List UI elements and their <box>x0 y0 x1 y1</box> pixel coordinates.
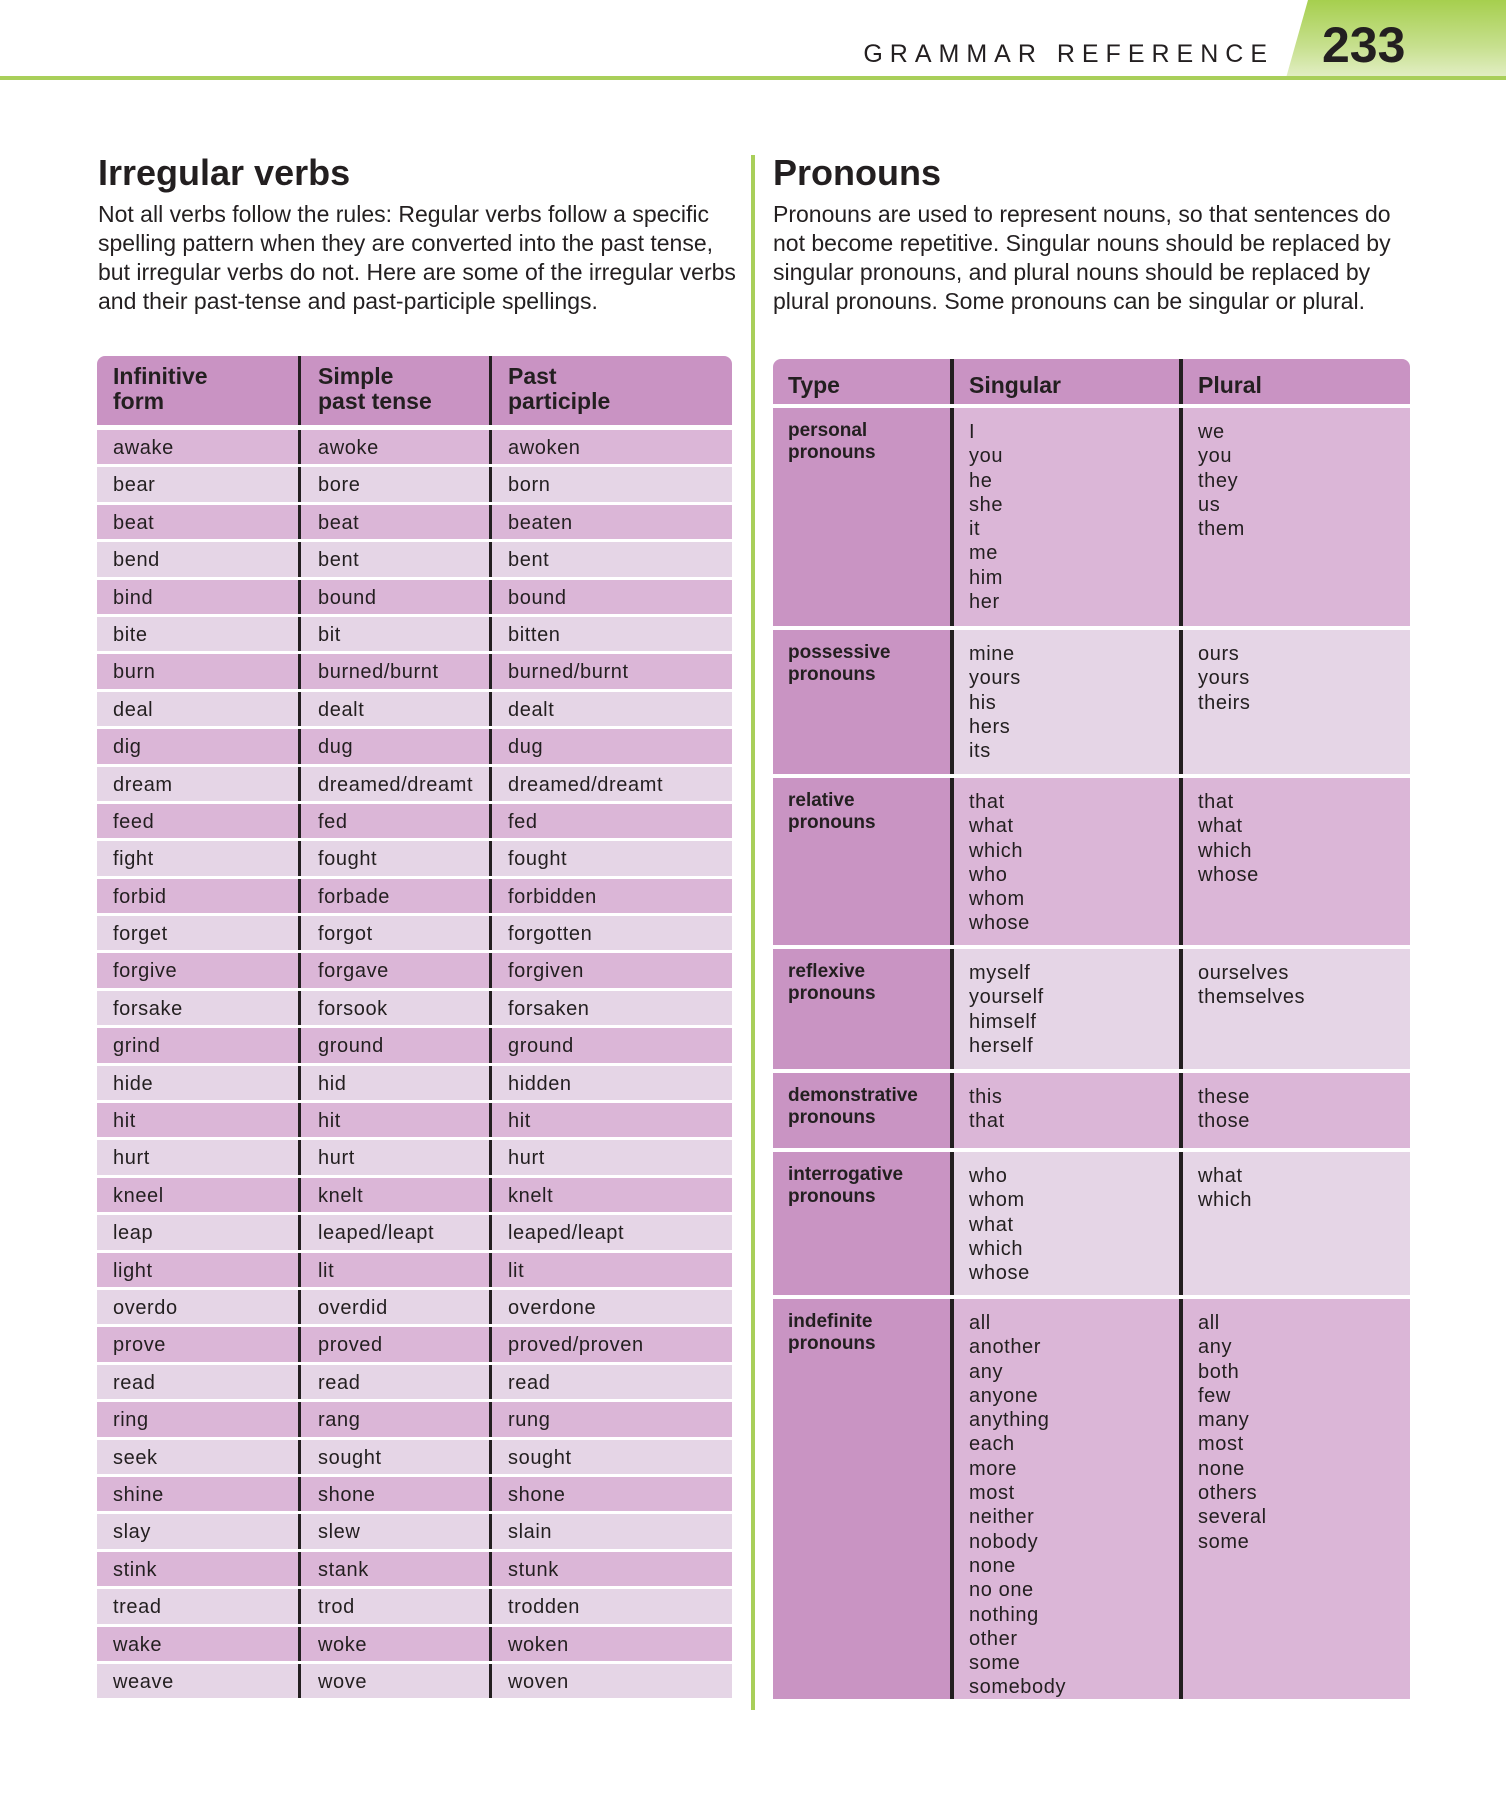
infinitive-cell: beat <box>97 505 301 539</box>
pronoun-text: most <box>969 1482 1015 1505</box>
past-participle-cell: forsaken <box>508 997 590 1020</box>
pronoun-text: others <box>1198 1482 1258 1505</box>
infinitive-cell: weave <box>97 1664 301 1698</box>
pronoun-text: all <box>969 1312 991 1334</box>
past-participle-cell: bent <box>508 549 550 572</box>
past-participle-cell: hurt <box>508 1147 545 1170</box>
singular-cell <box>954 778 1183 945</box>
infinitive-cell: hit <box>97 1103 301 1137</box>
pronoun-text: ourselves <box>1198 962 1289 984</box>
pronoun-text: some <box>969 1652 1021 1675</box>
pronouns-intro: Pronouns are used to represent nouns, so that sentences do not become repetitive. Singular nouns should be replaced by singular pronouns, and plural nouns should be replaced by plural pronouns. Some pronouns can be singular or plural. <box>773 201 1391 314</box>
pronoun-text: relative <box>788 790 855 811</box>
infinitive-cell: bite <box>97 617 301 651</box>
past-participle-cell: awoken <box>508 437 581 459</box>
infinitive-cell: hurt <box>97 1140 301 1174</box>
pronoun-text: them <box>1198 518 1245 541</box>
irregular-verbs-title: Irregular verbs <box>98 152 351 193</box>
infinitive-cell: overdo <box>97 1290 301 1324</box>
pronoun-text: which <box>1198 1189 1253 1212</box>
header-past-participle: Past participle <box>508 363 611 414</box>
infinitive-cell: forgive <box>97 953 301 987</box>
past-participle-cell: shone <box>508 1483 566 1506</box>
pronoun-text: nobody <box>969 1530 1039 1553</box>
type-cell <box>773 1152 954 1295</box>
pronoun-text: that <box>969 791 1005 813</box>
infinitive-cell: leap <box>97 1215 301 1249</box>
irregular-verbs-intro: Not all verbs follow the rules: Regular verbs follow a specific spelling pattern when they are converted into the past tense, but irregular verbs do not. Here are some of the irregular verbs and their past-tense and past-participle spellings. <box>98 201 736 314</box>
pronoun-text: that <box>1198 791 1234 813</box>
infinitive-cell: fight <box>97 841 301 875</box>
table-row <box>97 1178 732 1212</box>
infinitive-cell: prove <box>97 1327 301 1361</box>
infinitive-cell: hide <box>97 1066 301 1100</box>
simple-past-cell: woke <box>301 1627 492 1661</box>
past-participle-cell: knelt <box>508 1184 554 1207</box>
simple-past-cell: knelt <box>301 1178 492 1212</box>
pronoun-text: pronouns <box>788 812 876 833</box>
simple-past-cell: bound <box>301 580 492 614</box>
past-participle-cell: bound <box>508 586 567 609</box>
pronoun-text: somebody <box>969 1676 1067 1699</box>
pronoun-text: some <box>1198 1530 1250 1553</box>
table-row <box>97 1514 732 1548</box>
table-row <box>97 804 732 838</box>
pronoun-text: they <box>1198 469 1239 492</box>
pronoun-text: hers <box>969 715 1011 738</box>
column-divider <box>751 155 755 1710</box>
simple-past-cell: rang <box>301 1402 492 1436</box>
infinitive-cell: deal <box>97 692 301 726</box>
simple-past-cell: sought <box>301 1440 492 1474</box>
table-row <box>97 430 732 464</box>
pronoun-section <box>773 630 1410 774</box>
infinitive-cell: kneel <box>97 1178 301 1212</box>
type-cell <box>773 408 954 626</box>
simple-past-cell: burned/burnt <box>301 654 492 688</box>
infinitive-cell: light <box>97 1253 301 1287</box>
simple-past-cell: awoke <box>301 430 492 464</box>
plural-cell <box>1183 949 1410 1069</box>
plural-cell <box>1183 1152 1410 1295</box>
pronoun-text: which <box>1198 839 1253 862</box>
pronoun-text: all <box>1198 1312 1220 1334</box>
header-infinitive: Infinitive form <box>97 356 301 425</box>
pronoun-text: themselves <box>1198 986 1306 1009</box>
past-participle-cell: slain <box>508 1521 553 1544</box>
pronoun-text: theirs <box>1198 691 1251 714</box>
table-row <box>97 767 732 801</box>
pronouns-table <box>773 359 1410 1699</box>
pronoun-text: demonstrative <box>788 1085 918 1106</box>
infinitive-cell: seek <box>97 1440 301 1474</box>
table-row <box>97 1402 732 1436</box>
pronoun-text: whom <box>969 888 1025 911</box>
infinitive-cell: awake <box>97 430 301 464</box>
pronoun-text: pronouns <box>788 1333 876 1354</box>
pronoun-text: pronouns <box>788 442 876 463</box>
table-row <box>97 505 732 539</box>
pronoun-text: these <box>1198 1086 1250 1108</box>
pronoun-text: her <box>969 591 1000 614</box>
singular-cell <box>954 1299 1183 1699</box>
past-participle-cell: ground <box>508 1035 574 1058</box>
table-row <box>97 1028 732 1062</box>
infinitive-cell: dream <box>97 767 301 801</box>
pronoun-section <box>773 778 1410 945</box>
pronoun-text: he <box>969 469 993 492</box>
pronoun-text: we <box>1198 421 1225 443</box>
pronoun-text: neither <box>969 1506 1035 1529</box>
table-row <box>97 1103 732 1137</box>
pronoun-text: which <box>969 839 1024 862</box>
singular-cell <box>954 408 1183 626</box>
table-row <box>97 1066 732 1100</box>
infinitive-cell: forbid <box>97 879 301 913</box>
header-rule <box>0 76 1506 80</box>
pronoun-text: pronouns <box>788 664 876 685</box>
table-row <box>97 1253 732 1287</box>
pronoun-text: she <box>969 493 1004 516</box>
pronoun-text: who <box>969 1165 1008 1187</box>
pronoun-text: whose <box>1198 863 1259 886</box>
simple-past-cell: slew <box>301 1514 492 1548</box>
pronoun-text: you <box>969 445 1004 468</box>
infinitive-cell: feed <box>97 804 301 838</box>
pronoun-text: indefinite <box>788 1311 873 1332</box>
pronoun-text: many <box>1198 1409 1250 1432</box>
type-cell <box>773 1299 954 1699</box>
pronoun-text: no one <box>969 1579 1034 1602</box>
header-type: Type <box>773 359 954 404</box>
simple-past-cell: forgave <box>301 953 492 987</box>
simple-past-cell: proved <box>301 1327 492 1361</box>
table-row <box>97 729 732 763</box>
table-row <box>97 1552 732 1586</box>
past-participle-cell: read <box>508 1371 551 1394</box>
simple-past-cell: bore <box>301 467 492 501</box>
pronoun-text: what <box>969 1213 1014 1236</box>
simple-past-cell: dealt <box>301 692 492 726</box>
pronoun-text: you <box>1198 445 1233 468</box>
pronoun-text: possessive <box>788 642 891 663</box>
past-participle-cell: lit <box>508 1259 525 1282</box>
table-row <box>97 1327 732 1361</box>
infinitive-cell: bend <box>97 542 301 576</box>
pronoun-text: whose <box>969 1262 1030 1285</box>
type-cell <box>773 778 954 945</box>
infinitive-cell: stink <box>97 1552 301 1586</box>
singular-cell <box>954 949 1183 1069</box>
table-row <box>97 953 732 987</box>
pronoun-section <box>773 949 1410 1069</box>
infinitive-cell: forget <box>97 916 301 950</box>
table-header <box>773 359 1410 404</box>
past-participle-cell: burned/burnt <box>508 661 629 684</box>
singular-cell <box>954 1073 1183 1148</box>
pronoun-text: few <box>1198 1384 1231 1407</box>
pronoun-text: mine <box>969 643 1015 665</box>
simple-past-cell: overdid <box>301 1290 492 1324</box>
past-participle-cell: sought <box>508 1446 572 1469</box>
table-row <box>97 617 732 651</box>
simple-past-cell: lit <box>301 1253 492 1287</box>
simple-past-cell: fought <box>301 841 492 875</box>
pronoun-text: what <box>1198 815 1243 838</box>
simple-past-cell: forsook <box>301 991 492 1025</box>
simple-past-cell: read <box>301 1365 492 1399</box>
past-participle-cell: forgiven <box>508 960 584 983</box>
pronoun-text: himself <box>969 1010 1037 1033</box>
pronoun-text: most <box>1198 1433 1244 1456</box>
table-row <box>97 1627 732 1661</box>
pronoun-text: yours <box>969 667 1021 690</box>
table-row <box>97 1140 732 1174</box>
simple-past-cell: dug <box>301 729 492 763</box>
simple-past-cell: bit <box>301 617 492 651</box>
table-row <box>97 1215 732 1249</box>
pronoun-text: personal <box>788 420 868 441</box>
pronoun-text: any <box>1198 1336 1233 1359</box>
pronoun-text: yours <box>1198 667 1250 690</box>
simple-past-cell: bent <box>301 542 492 576</box>
table-row <box>97 1664 732 1698</box>
table-row <box>97 654 732 688</box>
pronoun-text: both <box>1198 1360 1240 1383</box>
pronoun-text: yourself <box>969 986 1044 1009</box>
infinitive-cell: forsake <box>97 991 301 1025</box>
pronoun-text: reflexive <box>788 961 866 982</box>
past-participle-cell: woken <box>508 1633 569 1656</box>
simple-past-cell: dreamed/dreamt <box>301 767 492 801</box>
table-row <box>97 580 732 614</box>
past-participle-cell: overdone <box>508 1296 597 1319</box>
pronoun-text: pronouns <box>788 1186 876 1207</box>
past-participle-cell: stunk <box>508 1558 559 1581</box>
infinitive-cell: wake <box>97 1627 301 1661</box>
table-row <box>97 991 732 1025</box>
type-cell <box>773 1073 954 1148</box>
plural-cell <box>1183 1073 1410 1148</box>
pronoun-text: I <box>969 421 976 443</box>
past-participle-cell: hidden <box>508 1072 572 1095</box>
table-row <box>97 1477 732 1511</box>
past-participle-cell: fed <box>508 810 538 833</box>
table-row <box>97 467 732 501</box>
past-participle-cell: bitten <box>508 623 561 646</box>
plural-cell <box>1183 630 1410 774</box>
pronoun-text: that <box>969 1110 1005 1133</box>
pronouns-title: Pronouns <box>773 152 941 193</box>
infinitive-cell: grind <box>97 1028 301 1062</box>
pronoun-text: interrogative <box>788 1164 904 1185</box>
past-participle-cell: dug <box>508 736 544 759</box>
pronoun-text: another <box>969 1336 1042 1359</box>
table-row <box>97 841 732 875</box>
plural-cell <box>1183 778 1410 945</box>
pronoun-section <box>773 408 1410 626</box>
simple-past-cell: fed <box>301 804 492 838</box>
past-participle-cell: forgotten <box>508 923 593 946</box>
pronoun-text: none <box>1198 1457 1245 1480</box>
past-participle-cell: rung <box>508 1409 551 1432</box>
type-cell <box>773 630 954 774</box>
past-participle-cell: proved/proven <box>508 1334 644 1357</box>
pronoun-text: none <box>969 1554 1016 1577</box>
table-header <box>97 356 732 425</box>
past-participle-cell: born <box>508 474 551 497</box>
pronoun-text: this <box>969 1086 1003 1108</box>
simple-past-cell: leaped/leapt <box>301 1215 492 1249</box>
table-row <box>97 692 732 726</box>
pronoun-text: anything <box>969 1409 1050 1432</box>
singular-cell <box>954 630 1183 774</box>
infinitive-cell: tread <box>97 1589 301 1623</box>
pronoun-text: it <box>969 518 981 541</box>
pronoun-text: what <box>1198 1165 1243 1187</box>
pronoun-section <box>773 1299 1410 1699</box>
pronoun-text: pronouns <box>788 1107 876 1128</box>
pronoun-text: several <box>1198 1506 1267 1529</box>
pronoun-text: anyone <box>969 1384 1039 1407</box>
past-participle-cell: hit <box>508 1110 531 1133</box>
pronoun-text: other <box>969 1627 1018 1650</box>
infinitive-cell: burn <box>97 654 301 688</box>
past-participle-cell: leaped/leapt <box>508 1222 625 1245</box>
infinitive-cell: bear <box>97 467 301 501</box>
pronoun-text: its <box>969 740 991 763</box>
pronoun-text: each <box>969 1433 1015 1456</box>
infinitive-cell: read <box>97 1365 301 1399</box>
pronoun-text: pronouns <box>788 983 876 1004</box>
table-row <box>97 1365 732 1399</box>
infinitive-cell: bind <box>97 580 301 614</box>
table-row <box>97 1290 732 1324</box>
past-participle-cell: trodden <box>508 1596 581 1619</box>
infinitive-cell: slay <box>97 1514 301 1548</box>
singular-cell <box>954 1152 1183 1295</box>
header-simple-past: Simple past tense <box>301 356 492 425</box>
past-participle-cell: forbidden <box>508 885 597 908</box>
simple-past-cell: hurt <box>301 1140 492 1174</box>
infinitive-cell: shine <box>97 1477 301 1511</box>
past-participle-cell: dreamed/dreamt <box>508 773 664 796</box>
pronoun-text: us <box>1198 493 1221 516</box>
pronoun-text: him <box>969 566 1004 589</box>
pronoun-text: those <box>1198 1110 1250 1133</box>
table-row <box>97 1589 732 1623</box>
pronoun-text: which <box>969 1237 1024 1260</box>
past-participle-cell: fought <box>508 848 568 871</box>
pronoun-text: me <box>969 542 998 565</box>
simple-past-cell: forgot <box>301 916 492 950</box>
simple-past-cell: wove <box>301 1664 492 1698</box>
section-label: GRAMMAR REFERENCE <box>863 40 1274 68</box>
pronoun-text: ours <box>1198 643 1240 665</box>
pronoun-text: nothing <box>969 1603 1039 1626</box>
pronoun-text: herself <box>969 1034 1034 1057</box>
table-row <box>97 542 732 576</box>
pronoun-section <box>773 1152 1410 1295</box>
pronoun-text: myself <box>969 962 1031 984</box>
infinitive-cell: dig <box>97 729 301 763</box>
irregular-verbs-table <box>97 356 732 1701</box>
simple-past-cell: hit <box>301 1103 492 1137</box>
infinitive-cell: ring <box>97 1402 301 1436</box>
pronoun-text: any <box>969 1360 1004 1383</box>
simple-past-cell: stank <box>301 1552 492 1586</box>
pronoun-section <box>773 1073 1410 1148</box>
pronoun-text: what <box>969 815 1014 838</box>
plural-cell <box>1183 1299 1410 1699</box>
pronoun-text: who <box>969 863 1008 886</box>
table-row <box>97 1440 732 1474</box>
header-singular: Singular <box>954 359 1183 404</box>
plural-cell <box>1183 408 1410 626</box>
past-participle-cell: dealt <box>508 698 555 721</box>
simple-past-cell: shone <box>301 1477 492 1511</box>
simple-past-cell: trod <box>301 1589 492 1623</box>
past-participle-cell: beaten <box>508 511 573 534</box>
pronoun-text: his <box>969 691 997 714</box>
page-number: 233 <box>1322 17 1406 73</box>
simple-past-cell: ground <box>301 1028 492 1062</box>
table-row <box>97 916 732 950</box>
pronoun-text: whom <box>969 1189 1025 1212</box>
simple-past-cell: forbade <box>301 879 492 913</box>
type-cell <box>773 949 954 1069</box>
table-row <box>97 879 732 913</box>
pronoun-text: whose <box>969 912 1030 935</box>
past-participle-cell: woven <box>508 1670 569 1693</box>
pronoun-text: more <box>969 1457 1017 1480</box>
simple-past-cell: beat <box>301 505 492 539</box>
header-plural: Plural <box>1198 372 1262 398</box>
simple-past-cell: hid <box>301 1066 492 1100</box>
